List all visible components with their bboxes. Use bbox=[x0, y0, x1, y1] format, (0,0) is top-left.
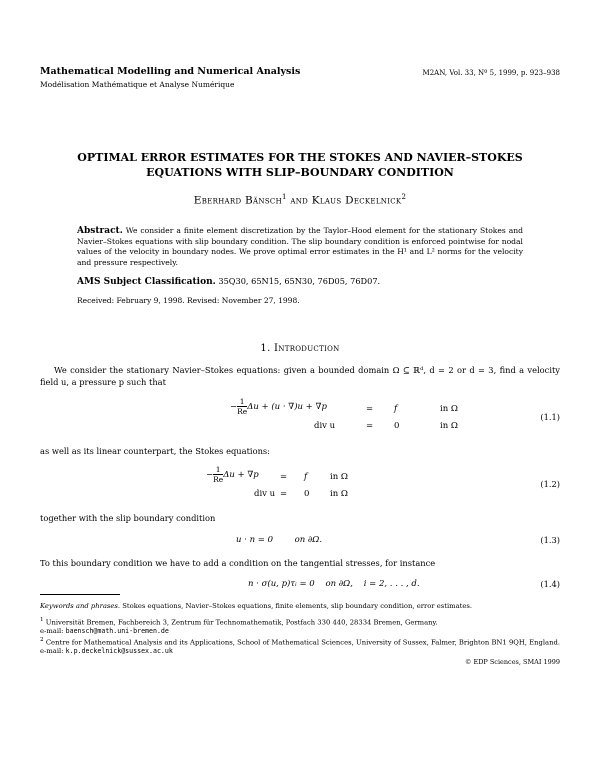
author-2-affiliation: 2 bbox=[401, 193, 407, 201]
eq-1-1-row-1-domain: in Ω bbox=[440, 404, 458, 414]
eq-1-3 bbox=[236, 535, 322, 545]
ams-classification bbox=[77, 276, 380, 287]
footnote-keywords bbox=[40, 602, 560, 611]
paragraph-stokes: as well as its linear counterpart, the Stokes equations: bbox=[40, 446, 270, 456]
abstract bbox=[77, 226, 523, 268]
copyright: © EDP Sciences, SMAI 1999 bbox=[464, 658, 560, 666]
section-title: Introduction bbox=[274, 343, 340, 354]
eq-1-1-row-1-equals: = bbox=[366, 404, 374, 414]
eq-1-2-row-1-expression: Δu + ∇p bbox=[223, 470, 259, 480]
eq-number-1-4: (1.4) bbox=[540, 579, 560, 589]
paragraph-intro bbox=[40, 364, 560, 388]
footnote-1-email-label: e-mail: bbox=[40, 627, 64, 636]
author-and: and bbox=[290, 194, 309, 207]
paragraph-tangential: To this boundary condition we have to add a condition on the tangential stresses, for instance bbox=[40, 558, 436, 568]
eq-1-2-row-2-equals: = bbox=[280, 489, 288, 499]
keywords-label: Keywords and phrases. bbox=[40, 602, 121, 610]
eq-1-4-expression: n · σ(u, p)τᵢ = 0 on ∂Ω, i = 2, . . . , d. bbox=[248, 579, 420, 589]
author-1-affiliation: 1 bbox=[281, 193, 287, 201]
footnote-1-text: Universität Bremen, Fachbereich 3, Zentrum für Technomathematik, Postfach 330 440, 28334 Bremen, Germany. bbox=[45, 618, 438, 627]
fraction-denominator: Re bbox=[213, 475, 224, 484]
footnote-2-text: Centre for Mathematical Analysis and its Applications, School of Mathematical Sciences, University of Sussex, Falmer, Brighton BN1 9QH, England. bbox=[45, 638, 560, 647]
ams-codes: 35Q30, 65N15, 65N30, 76D05, 76D07. bbox=[218, 276, 381, 286]
paragraph-intro-line-2: a velocity field u, a pressure p such that bbox=[40, 365, 560, 387]
eq-number-1-1: (1.1) bbox=[540, 412, 560, 422]
fraction-numerator: 1 bbox=[237, 397, 247, 407]
section-number: 1. bbox=[260, 343, 271, 354]
eq-1-1-row-2-equals: = bbox=[366, 421, 374, 431]
received-dates: Received: February 9, 1998. Revised: November 27, 1998. bbox=[77, 296, 300, 305]
footnote-2-email-label: e-mail: bbox=[40, 647, 64, 656]
eq-1-3-expression: u · n = 0 on ∂Ω. bbox=[236, 535, 323, 545]
footnote-2-marker: 2 bbox=[40, 637, 44, 643]
eq-1-1-fraction bbox=[237, 397, 247, 416]
journal-name: Mathematical Modelling and Numerical Analysis bbox=[40, 66, 301, 77]
footnote-1-email[interactable]: baensch@math.uni-bremen.de bbox=[65, 627, 169, 636]
journal-name-french: Modélisation Mathématique et Analyse Numérique bbox=[40, 80, 235, 89]
eq-1-2-row-2-lhs: div u bbox=[254, 489, 276, 499]
abstract-text: We consider a finite element discretization by the Taylor–Hood element for the stationary Stokes and Navier–Stokes equations with slip boundary condition. The slip boundary condition is enforced pointwise for nodal values of the velocity in boundary nodes. We prove optimal error estimates in the H¹ and L² norms for the velocity and pressure respectively. bbox=[77, 226, 523, 267]
eq-1-1-row-2-lhs: div u bbox=[314, 421, 336, 431]
citation: M2AN, Vol. 33, Nº 5, 1999, p. 923–938 bbox=[422, 69, 560, 77]
footnote-rule bbox=[40, 594, 120, 595]
eq-1-1-row-2-domain: in Ω bbox=[440, 421, 458, 431]
author-2: Klaus Deckelnick bbox=[311, 194, 402, 207]
eq-1-2-row-1-rhs bbox=[304, 472, 307, 482]
footnote-2 bbox=[40, 636, 560, 656]
eq-1-1-row-1-rhs bbox=[394, 404, 397, 414]
eq-1-2-row-1-domain: in Ω bbox=[330, 472, 348, 482]
author-1: Eberhard Bänsch bbox=[193, 194, 282, 207]
eq-1-2-row-1-lhs: − $\frac{1}{Re}$ Δu + ∇p bbox=[206, 465, 259, 484]
title-line-2: EQUATIONS WITH SLIP–BOUNDARY CONDITION bbox=[146, 166, 454, 179]
eq-number-1-2: (1.2) bbox=[540, 479, 560, 489]
rhs-f: f bbox=[394, 404, 398, 414]
eq-1-2-row-1-equals: = bbox=[280, 472, 288, 482]
paragraph-slip: together with the slip boundary condition bbox=[40, 513, 216, 523]
eq-number-1-3: (1.3) bbox=[540, 535, 560, 545]
section-heading bbox=[40, 343, 560, 354]
footnote-1-marker: 1 bbox=[40, 617, 44, 623]
fraction-numerator: 1 bbox=[213, 465, 223, 475]
eq-1-4 bbox=[248, 579, 420, 589]
ams-label: AMS Subject Classification. bbox=[77, 277, 216, 287]
eq-1-2-fraction bbox=[213, 465, 223, 484]
eq-1-2-row-2-domain: in Ω bbox=[330, 489, 348, 499]
title-line-1: OPTIMAL ERROR ESTIMATES FOR THE STOKES AND NAVIER–STOKES bbox=[77, 151, 523, 164]
paper-title bbox=[40, 150, 560, 180]
abstract-label: Abstract. bbox=[77, 226, 123, 236]
fraction-denominator: Re bbox=[237, 407, 248, 416]
author-line bbox=[40, 193, 560, 207]
footnote-2-email[interactable]: k.p.deckelnick@sussex.ac.uk bbox=[65, 647, 173, 656]
footnote-1 bbox=[40, 616, 560, 636]
eq-1-1-row-2-rhs: 0 bbox=[394, 421, 400, 431]
eq-1-1-row-1-lhs: − $\frac{1}{Re}$ Δu + (u · ∇)u + ∇p bbox=[230, 397, 327, 416]
paragraph-intro-line-1: We consider the stationary Navier–Stokes equations: given a bounded domain Ω ⊆ ℝᵈ, d = 2 or d = 3, find bbox=[54, 365, 516, 375]
eq-1-2-row-2-rhs: 0 bbox=[304, 489, 310, 499]
rhs-f: f bbox=[304, 472, 308, 482]
eq-1-1-row-1-expression: Δu + (u · ∇)u + ∇p bbox=[247, 402, 327, 412]
keywords-text: Stokes equations, Navier–Stokes equations, finite elements, slip boundary condition, error estimates. bbox=[122, 602, 473, 610]
